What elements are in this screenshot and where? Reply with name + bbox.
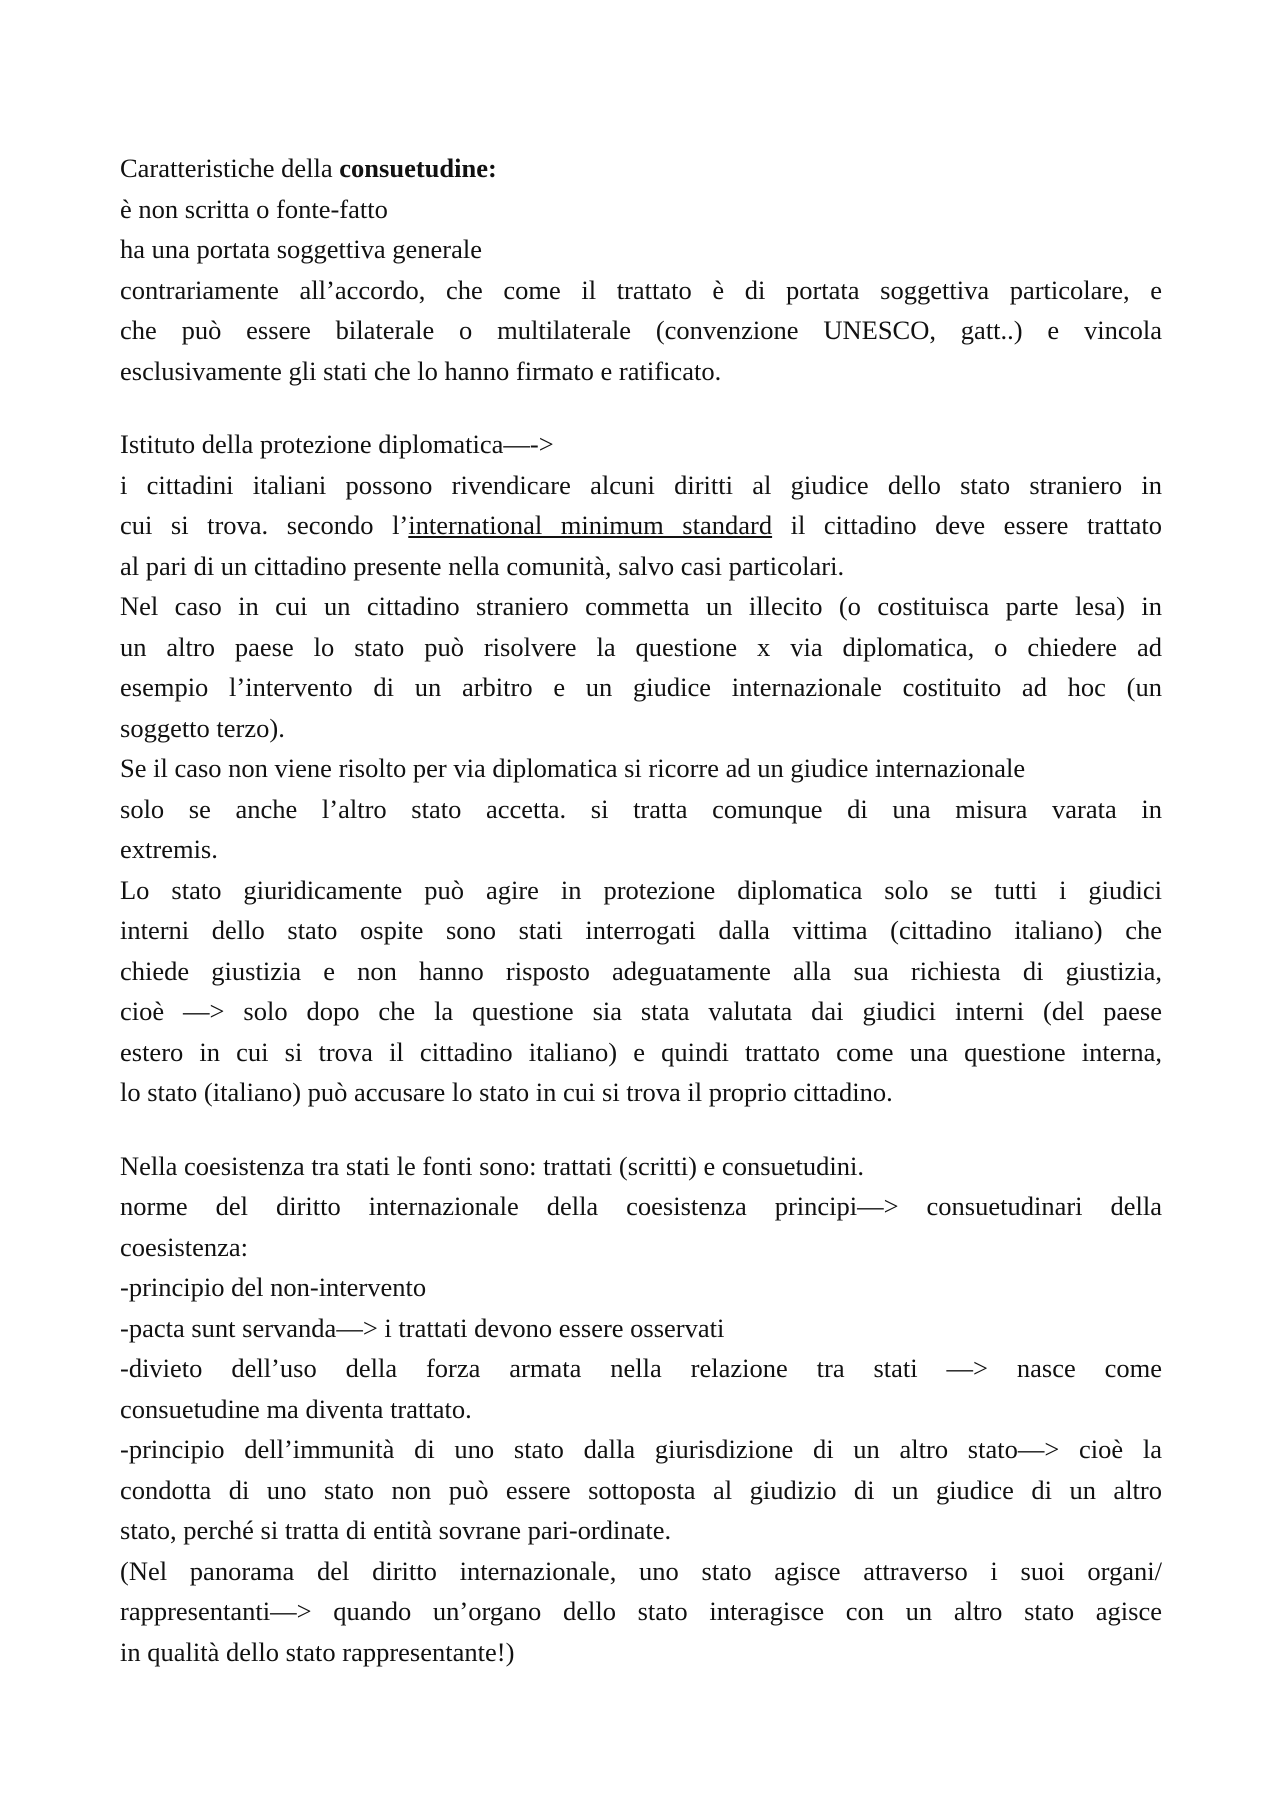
text-line: extremis. bbox=[120, 834, 218, 864]
text-line: lo stato (italiano) può accusare lo stato in cui si trova il proprio cittadino. bbox=[120, 1077, 893, 1107]
section-protezione-diplomatica bbox=[120, 424, 1162, 1113]
text-line: è non scritta o fonte-fatto bbox=[120, 193, 388, 224]
text-segment: il cittadino deve essere trattato bbox=[772, 510, 1162, 540]
text-line: Se il caso non viene risolto per via diplomatica si ricorre ad un giudice internazionale bbox=[120, 753, 1026, 783]
section-coesistenza bbox=[120, 1146, 1162, 1673]
text-line: rappresentanti—> quando un’organo dello stato interagisce con un altro stato agisce bbox=[120, 1596, 1162, 1626]
text-line: in qualità dello stato rappresentante!) bbox=[120, 1636, 515, 1667]
text-line: norme del diritto internazionale della coesistenza principi—> consuetudinari della bbox=[120, 1191, 1162, 1221]
list-item: -divieto dell’uso della forza armata nella relazione tra stati —> nasce come bbox=[120, 1353, 1162, 1383]
text-line: chiede giustizia e non hanno risposto adeguatamente alla sua richiesta di giustizia, bbox=[120, 955, 1162, 986]
section-heading bbox=[120, 148, 1162, 189]
paragraph-spacer bbox=[120, 1113, 1162, 1146]
text-segment: cui si trova. secondo l’ bbox=[120, 510, 409, 540]
text-line: consuetudine ma diventa trattato. bbox=[120, 1393, 472, 1424]
list-item: -principio dell’immunità di uno stato dalla giurisdizione di un altro stato—> cioè la bbox=[120, 1434, 1162, 1464]
section-title: Istituto della protezione diplomatica—-> bbox=[120, 429, 554, 459]
list-item: -pacta sunt servanda—> i trattati devono essere osservati bbox=[120, 1312, 725, 1343]
text-line: al pari di un cittadino presente nella comunità, salvo casi particolari. bbox=[120, 550, 845, 581]
text-line: condotta di uno stato non può essere sottoposta al giudizio di un giudice di un altro bbox=[120, 1474, 1162, 1505]
text-line: un altro paese lo stato può risolvere la questione x via diplomatica, o chiedere ad bbox=[120, 631, 1162, 662]
text-line: ha una portata soggettiva generale bbox=[120, 234, 483, 264]
section-consuetudine bbox=[120, 148, 1162, 391]
heading-bold-term: consuetudine: bbox=[339, 153, 497, 183]
text-line: solo se anche l’altro stato accetta. si tratta comunque di una misura varata in bbox=[120, 793, 1162, 824]
text-line: (Nel panorama del diritto internazionale, uno stato agisce attraverso i suoi organi/ bbox=[120, 1555, 1162, 1586]
text-line: soggetto terzo). bbox=[120, 712, 285, 743]
text-line: Lo stato giuridicamente può agire in protezione diplomatica solo se tutti i giudici bbox=[120, 874, 1162, 905]
text-line: coesistenza: bbox=[120, 1231, 249, 1262]
underlined-term: international minimum standard bbox=[408, 510, 773, 540]
text-line: interni dello stato ospite sono stati interrogati dalla vittima (cittadino italiano) che bbox=[120, 915, 1162, 945]
text-line: Nel caso in cui un cittadino straniero commetta un illecito (o costituisca parte lesa) in bbox=[120, 591, 1162, 621]
heading-prefix: Caratteristiche della bbox=[120, 153, 340, 183]
text-line: esempio l’intervento di un arbitro e un giudice internazionale costituito ad hoc (un bbox=[120, 672, 1162, 702]
text-line: esclusivamente gli stati che lo hanno firmato e ratificato. bbox=[120, 355, 722, 386]
text-line: estero in cui si trova il cittadino italiano) e quindi trattato come una questione interna, bbox=[120, 1036, 1162, 1067]
text-line: i cittadini italiani possono rivendicare alcuni diritti al giudice dello stato straniero in bbox=[120, 469, 1162, 500]
document-page bbox=[120, 148, 1162, 1672]
list-item: -principio del non-intervento bbox=[120, 1272, 427, 1302]
text-line bbox=[120, 505, 1162, 546]
text-line: stato, perché si tratta di entità sovrane pari-ordinate. bbox=[120, 1515, 672, 1545]
text-line: cioè —> solo dopo che la questione sia stata valutata dai giudici interni (del paese bbox=[120, 996, 1162, 1026]
text-line: Nella coesistenza tra stati le fonti sono: trattati (scritti) e consuetudini. bbox=[120, 1150, 864, 1181]
text-line: contrariamente all’accordo, che come il trattato è di portata soggettiva particolare, e bbox=[120, 274, 1162, 305]
paragraph-spacer bbox=[120, 391, 1162, 424]
text-line: che può essere bilaterale o multilaterale (convenzione UNESCO, gatt..) e vincola bbox=[120, 315, 1162, 345]
